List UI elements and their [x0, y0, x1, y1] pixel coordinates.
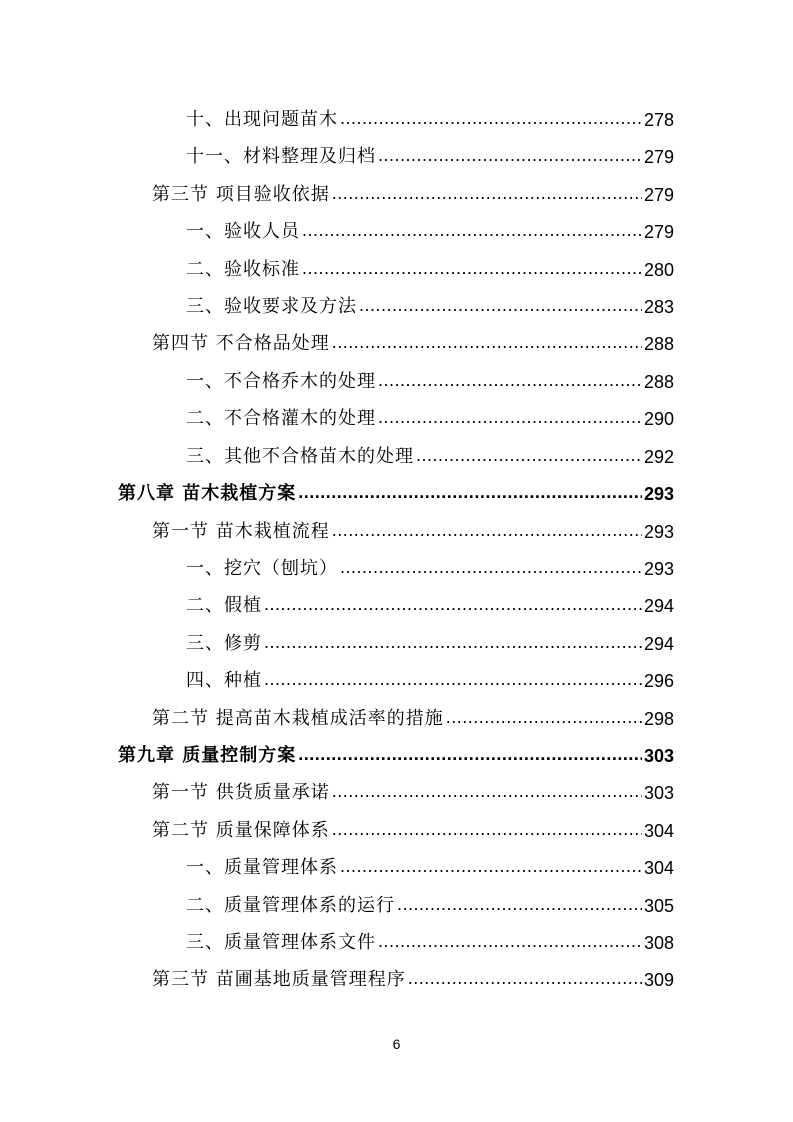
- toc-entry[interactable]: [152, 179, 674, 207]
- toc-chapter-entry[interactable]: [118, 740, 674, 768]
- toc-entry-page: 296: [643, 671, 674, 691]
- toc-entry-label: 第二节 质量保障体系: [152, 820, 330, 841]
- toc-entry[interactable]: [186, 366, 674, 394]
- toc-entry[interactable]: [186, 852, 674, 880]
- toc-entry-page: 293: [643, 559, 674, 579]
- toc-entry-label: 一、验收人员: [186, 221, 300, 242]
- toc-entry-label: 三、验收要求及方法: [186, 296, 357, 317]
- toc-dot-leader: [378, 929, 642, 953]
- toc-dot-leader: [340, 854, 642, 878]
- toc-chapter-entry[interactable]: [118, 478, 674, 506]
- toc-entry-page: 303: [643, 746, 674, 766]
- toc-dot-leader: [446, 705, 642, 729]
- toc-entry[interactable]: [186, 104, 674, 132]
- toc-dot-leader: [397, 892, 642, 916]
- toc-dot-leader: [340, 106, 642, 130]
- toc-dot-leader: [332, 181, 642, 205]
- toc-entry-page: 292: [643, 447, 674, 467]
- toc-entry[interactable]: [152, 703, 674, 731]
- toc-entry[interactable]: [152, 964, 674, 992]
- toc-entry-label: 第三节 项目验收依据: [152, 184, 330, 205]
- toc-entry-page: 293: [643, 484, 674, 504]
- toc-dot-leader: [416, 443, 642, 467]
- toc-entry-label: 一、不合格乔木的处理: [186, 371, 376, 392]
- toc-entry-page: 304: [643, 858, 674, 878]
- toc-entry-label: 第四节 不合格品处理: [152, 333, 330, 354]
- toc-dot-leader: [298, 742, 642, 766]
- toc-dot-leader: [332, 779, 642, 803]
- toc-entry[interactable]: [186, 291, 674, 319]
- toc-entry[interactable]: [186, 441, 674, 469]
- toc-entry-page: 308: [643, 933, 674, 953]
- toc-entry-label: 第九章 质量控制方案: [118, 745, 297, 766]
- toc-entry[interactable]: [186, 927, 674, 955]
- toc-entry-page: 288: [643, 372, 674, 392]
- toc-entry[interactable]: [186, 254, 674, 282]
- toc-entry[interactable]: [186, 890, 674, 918]
- toc-entry-page: 278: [643, 110, 674, 130]
- toc-entry-page: 293: [643, 522, 674, 542]
- toc-entry-label: 十一、材料整理及归档: [186, 146, 376, 167]
- toc-entry-page: 305: [643, 896, 674, 916]
- toc-entry-page: 279: [643, 185, 674, 205]
- toc-dot-leader: [264, 592, 642, 616]
- toc-dot-leader: [264, 630, 642, 654]
- toc-entry[interactable]: [152, 815, 674, 843]
- toc-dot-leader: [408, 966, 642, 990]
- toc-dot-leader: [378, 143, 642, 167]
- toc-dot-leader: [302, 256, 642, 280]
- toc-entry[interactable]: [186, 628, 674, 656]
- toc-dot-leader: [298, 480, 642, 504]
- toc-entry-label: 十、出现问题苗木: [186, 109, 338, 130]
- toc-entry-label: 四、种植: [186, 670, 262, 691]
- toc-entry[interactable]: [186, 403, 674, 431]
- toc-entry-label: 一、质量管理体系: [186, 857, 338, 878]
- toc-entry-page: 279: [643, 222, 674, 242]
- toc-entry[interactable]: [186, 590, 674, 618]
- toc-entry-page: 280: [643, 260, 674, 280]
- toc-entry-label: 一、挖穴（刨坑）: [186, 558, 338, 579]
- toc-entry-page: 288: [643, 334, 674, 354]
- toc-dot-leader: [378, 368, 642, 392]
- toc-entry-page: 298: [643, 709, 674, 729]
- toc-entry-label: 二、验收标准: [186, 259, 300, 280]
- toc-entry-label: 三、质量管理体系文件: [186, 932, 376, 953]
- toc-entry-page: 304: [643, 821, 674, 841]
- toc-dot-leader: [332, 330, 642, 354]
- toc-entry[interactable]: [186, 216, 674, 244]
- toc-entry-page: 303: [643, 783, 674, 803]
- toc-entry-label: 三、修剪: [186, 633, 262, 654]
- toc-entry-label: 第一节 苗木栽植流程: [152, 521, 330, 542]
- toc-entry[interactable]: [186, 553, 674, 581]
- page-number: 6: [392, 1036, 401, 1052]
- toc-entry-label: 第二节 提高苗木栽植成活率的措施: [152, 708, 444, 729]
- toc-dot-leader: [264, 667, 642, 691]
- toc-dot-leader: [340, 555, 642, 579]
- toc-entry-label: 二、假植: [186, 595, 262, 616]
- toc-entry-label: 第一节 供货质量承诺: [152, 782, 330, 803]
- toc-entry-page: 279: [643, 147, 674, 167]
- toc-entry[interactable]: [152, 777, 674, 805]
- toc-entry-label: 二、质量管理体系的运行: [186, 895, 395, 916]
- toc-dot-leader: [332, 817, 642, 841]
- toc-entry-page: 290: [643, 409, 674, 429]
- toc-dot-leader: [359, 293, 642, 317]
- toc-entry-label: 第八章 苗木栽植方案: [118, 483, 297, 504]
- toc-entry-page: 294: [643, 634, 674, 654]
- toc-entry-page: 309: [643, 970, 674, 990]
- toc-entry[interactable]: [186, 141, 674, 169]
- toc-entry[interactable]: [152, 328, 674, 356]
- toc-dot-leader: [332, 518, 642, 542]
- toc-entry[interactable]: [152, 516, 674, 544]
- toc-entry[interactable]: [186, 665, 674, 693]
- toc-dot-leader: [378, 405, 642, 429]
- toc-entry-label: 三、其他不合格苗木的处理: [186, 446, 414, 467]
- toc-dot-leader: [302, 218, 642, 242]
- toc-entry-page: 283: [643, 297, 674, 317]
- toc-entry-label: 第三节 苗圃基地质量管理程序: [152, 969, 406, 990]
- toc-entry-label: 二、不合格灌木的处理: [186, 408, 376, 429]
- toc-entry-page: 294: [643, 596, 674, 616]
